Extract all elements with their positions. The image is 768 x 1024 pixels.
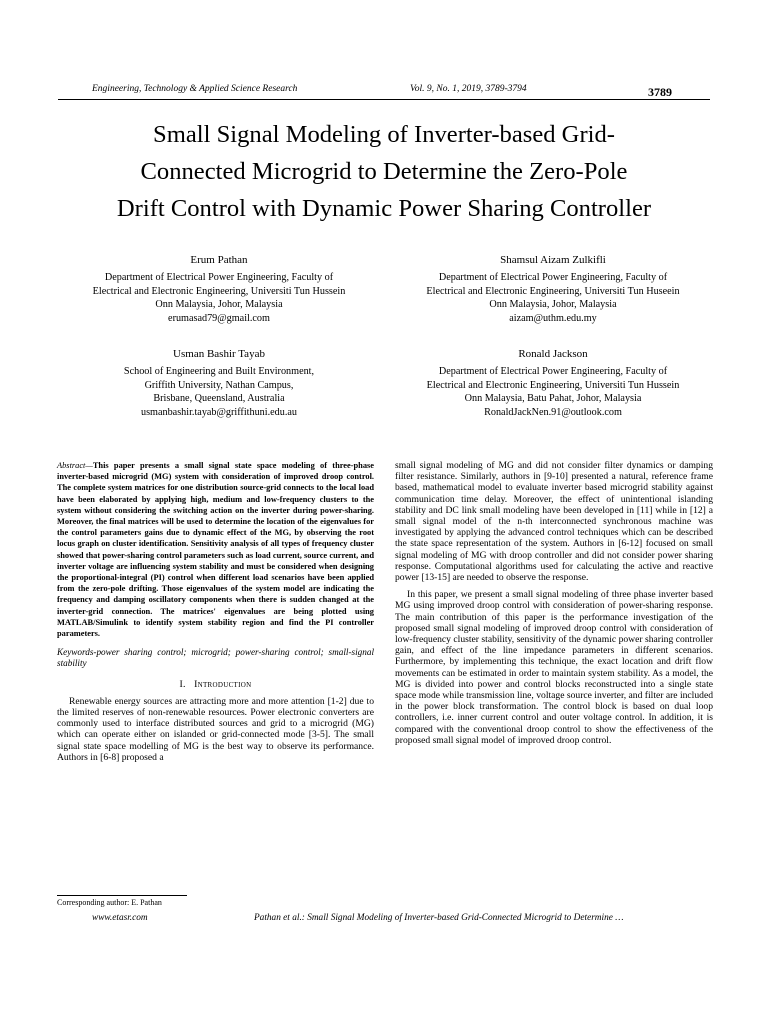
volume-info: Vol. 9, No. 1, 2019, 3789-3794 [410, 84, 527, 94]
abstract [57, 460, 374, 639]
author-affiliation: Brisbane, Queensland, Australia [153, 393, 285, 405]
author-affiliation: Onn Malaysia, Batu Pahat, Johor, Malaysia [464, 393, 642, 405]
title-line: Small Signal Modeling of Inverter-based Grid- [153, 121, 615, 148]
author-email: RonaldJackNen.91@outlook.com [484, 406, 622, 418]
author-block [58, 348, 380, 419]
author-affiliation: Department of Electrical Power Engineering, Faculty of [438, 366, 668, 378]
left-column [57, 460, 374, 763]
author-affiliation: Electrical and Electronic Engineering, Universiti Tun Huseein [426, 285, 680, 297]
abstract-body: This paper presents a small signal state space modeling of three-phase inverter-based microgrid (MG) system with consideration of improved droop control. The complete system matrices for one distribution source-grid connects to the local load have been elaborated by applying high, medium and low-frequency clusters to the system without considering the switching action on the inverter during power-sharing. Moreover, the final matrices will be used to determine the location of the eigenvalues for the control parameters gains due to dynamic effect of the MG, by observing the root locus graph on cluster identification. Sensitivity analysis of all types of frequency cluster showed that power-sharing control parameters such as load current, source current, and inverter voltage are influencing system stability and must be considered when designing the proportional-integral (PI) control when different load scenarios have been applied from the zero-pole drifting. Those eigenvalues of the system model are indicating the frequency and damping oscillatory components when there is sudden changed at the inverter-grid connection. The matrices' eigenvalues are being plotted using MATLAB/Simulink to identify system stability region and find the PI controller parameters. [57, 461, 374, 639]
page-number: 3789 [648, 85, 672, 99]
author-email: erumasad79@gmail.com [168, 312, 270, 324]
author-affiliation: Onn Malaysia, Johor, Malaysia [489, 299, 617, 311]
author-name: Shamsul Aizam Zulkifli [500, 254, 606, 266]
author-name: Erum Pathan [190, 254, 248, 266]
footer-website[interactable]: www.etasr.com [92, 913, 148, 923]
section-heading [57, 679, 374, 690]
author-block [58, 254, 380, 325]
title-line: Drift Control with Dynamic Power Sharing Controller [116, 195, 652, 222]
author-affiliation: Onn Malaysia, Johor, Malaysia [155, 299, 283, 311]
author-affiliation: Department of Electrical Power Engineering, Faculty of [438, 272, 668, 284]
author-affiliation: Electrical and Electronic Engineering, Universiti Tun Hussein [426, 379, 680, 391]
author-block [393, 348, 713, 419]
author-name: Ronald Jackson [518, 348, 588, 360]
section-number: I. [179, 678, 186, 690]
author-email: aizam@uthm.edu.my [509, 312, 597, 324]
keywords: Keywords-power sharing control; microgrid; power-sharing control; small-signal stability [57, 647, 374, 669]
footer-citation: Pathan et al.: Small Signal Modeling of Inverter-based Grid-Connected Microgrid to Determine … [254, 913, 624, 923]
paper-title [40, 116, 728, 227]
author-affiliation: School of Engineering and Built Environment, [123, 366, 315, 378]
abstract-lead: Abstract— [57, 461, 93, 470]
author-block [393, 254, 713, 325]
author-affiliation: Electrical and Electronic Engineering, Universiti Tun Hussein [92, 285, 346, 297]
section-title: Introduction [194, 678, 252, 690]
journal-name: Engineering, Technology & Applied Science Research [92, 84, 298, 94]
author-affiliation: Griffith University, Nathan Campus, [144, 379, 294, 391]
header-rule [58, 99, 710, 100]
title-line: Connected Microgrid to Determine the Zero-Pole [140, 158, 628, 185]
footnote: Corresponding author: E. Pathan [57, 898, 162, 907]
body-paragraph: In this paper, we present a small signal modeling of three phase inverter based MG using improved droop control with consideration of power-sharing response. The main contribution of this paper is the performance investigation of the proposed small signal modeling of improved droop control with consideration of low-frequency cluster stability, sensitivity of the dynamic power sharing controller gain, and effect of the line impedance parameters in different scenarios. Furthermore, by implementing this technique, the exact location and drift flow movements can be estimated in order to maintain system stability. As a model, the MG is divided into power and control blocks reconstructed into a single state space mode while transmission line, voltage source inverter, and filter are included in the power block transformation. The control block is based on dual loop controllers, i.e. inner current control and outer voltage control. In addition, it is compared with the conventional droop control to show the effectiveness of the proposed small signal model of improved droop control. [395, 589, 713, 746]
body-paragraph: Renewable energy sources are attracting more and more attention [1-2] due to the limited reserves of non-renewable resources. Power electronic converters are commonly used to interface distributed sources and grid to a microgrid (MG) which can operate either on islanded or grid-connected mode [3-5]. The small signal state space modelling of MG is the best way to observe its performance. Authors in [6-8] proposed a [57, 695, 374, 763]
author-email: usmanbashir.tayab@griffithuni.edu.au [140, 406, 298, 418]
author-name: Usman Bashir Tayab [173, 348, 265, 360]
footnote-rule [57, 895, 187, 896]
right-column [395, 460, 713, 746]
body-paragraph: small signal modeling of MG and did not consider filter dynamics or damping filter resistance. Similarly, authors in [9-10] presented a natural, reference frame based, mathematical model to evaluate inverter based microgrid stability against communication time delay. Moreover, the effect of unintentional islanding stability and DC link small modeling have been developed in [11] while in [12] a small signal model of the n-th interconnected synchronous machine was investigated by applying the advanced control techniques which can be described the state space representation of the system. Authors in [6-12] focused on small signal modeling of MG with droop controller and did not consider power sharing response. Computational algorithms used for calculating the active and reactive power [13-15] are needed to observe the response. [395, 460, 713, 584]
author-affiliation: Department of Electrical Power Engineering, Faculty of [104, 272, 334, 284]
